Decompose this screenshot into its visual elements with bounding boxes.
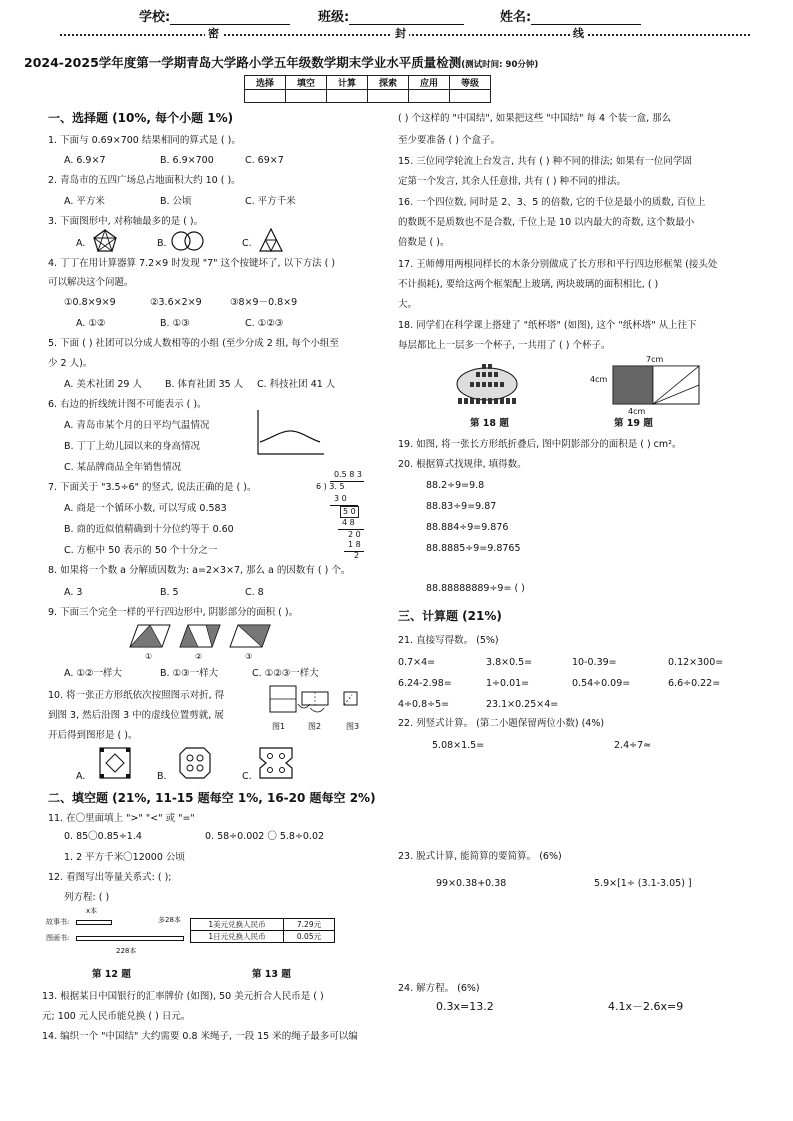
school-label: 学校:: [139, 10, 171, 25]
q8-option-c[interactable]: C. 8: [245, 587, 264, 598]
q24-item-1[interactable]: 0.3x=13.2: [436, 1000, 494, 1013]
q21-item-10[interactable]: 23.1×0.25×4=: [486, 699, 559, 710]
question-10-cont2: 开后得到图形是 ( )。: [48, 730, 138, 741]
question-4: 4. 丁丁在用计算器算 7.2×9 时发现 "7" 这个按键坏了, 以下方法 ( ): [48, 258, 336, 269]
two-circles-icon: [170, 230, 206, 252]
q8-option-a[interactable]: A. 3: [64, 587, 83, 598]
question-16-cont2: 倍数是 ( )。: [398, 237, 450, 248]
q12-total-label: 228本: [116, 947, 137, 955]
question-10-cont: 到图 3, 然后沿图 3 中的虚线位置剪就, 展: [48, 710, 224, 721]
q9-option-c[interactable]: C. ①②③一样大: [252, 668, 319, 679]
question-24: 24. 解方程。 (6%): [398, 983, 480, 994]
q23-item-2[interactable]: 5.9×[1÷ (3.1-3.05) ]: [594, 878, 692, 889]
q3-option-c[interactable]: C.: [242, 238, 252, 249]
question-23: 23. 脱式计算, 能简算的要简算。 (6%): [398, 851, 562, 862]
score-header-grade: 等级: [450, 76, 491, 90]
seal-word-mi: 密: [205, 25, 222, 41]
name-field: [500, 6, 641, 25]
q21-item-2[interactable]: 3.8×0.5=: [486, 657, 533, 668]
q4-option-b[interactable]: B. ①③: [160, 318, 190, 329]
q12-storybook-label: 故事书:: [46, 918, 70, 926]
question-22: 22. 列竖式计算。 (第二小题保留两位小数) (4%): [398, 718, 605, 729]
question-1: 1. 下面与 0.69×700 结果相同的算式是 ( )。: [48, 135, 241, 146]
question-11: 11. 在〇里面填上 ">" "<" 或 "=": [48, 813, 195, 824]
seal-word-feng: 封: [392, 25, 409, 41]
q20-pattern-2: 88.83÷9=9.87: [426, 501, 497, 512]
q3-option-b[interactable]: B.: [157, 238, 167, 249]
question-10: 10. 将一张正方形纸依次按照图示对折, 得: [48, 690, 225, 701]
q21-item-8[interactable]: 6.6÷0.22=: [668, 678, 721, 689]
division-step-20: 2 0: [348, 530, 361, 539]
question-12: 12. 看图写出等量关系式: ( );: [48, 872, 172, 883]
q9-figure-label-2: ②: [195, 652, 203, 661]
q9-figure-label-3: ③: [245, 652, 253, 661]
title-text: 2024-2025学年度第一学期青岛大学路小学五年级数学期末学业水平质量检测: [24, 55, 462, 70]
q5-option-c[interactable]: C. 科技社团 41 人: [257, 379, 336, 390]
q21-item-3[interactable]: 10-0.39=: [572, 657, 617, 668]
long-division-figure: [316, 470, 366, 562]
q7-option-c[interactable]: C. 方框中 50 表示的 50 个十分之一: [64, 545, 218, 556]
q6-option-a[interactable]: A. 青岛市某个月的日平均气温情况: [64, 420, 210, 431]
question-5: 5. 下面 ( ) 社团可以分成人数相等的小组 (至少分成 2 组, 每个小组至: [48, 338, 339, 349]
q20-pattern-1: 88.2÷9=9.8: [426, 480, 485, 491]
section-fill-heading: 二、填空题 (21%, 11-15 题每空 1%, 16-20 题每空 2%): [48, 791, 376, 805]
q7-option-b[interactable]: B. 商的近似值精确到十分位约等于 0.60: [64, 524, 234, 535]
score-header-calc: 计算: [327, 76, 368, 90]
q12-x-label: x本: [86, 907, 98, 915]
q19-dim-base: 4cm: [628, 407, 646, 416]
q12-bar-figure: [46, 906, 186, 958]
q21-item-6[interactable]: 1÷0.01=: [486, 678, 530, 689]
q11-item-1[interactable]: 0. 85〇0.85÷1.4: [64, 831, 142, 842]
division-remainder: 2: [354, 551, 360, 560]
question-14: 14. 编织一个 "中国结" 大约需要 0.8 米绳子, 一段 15 米的绳子最多可以编: [42, 1031, 358, 1042]
q12-storybook-bar: [76, 920, 112, 925]
q9-option-b[interactable]: B. ①③一样大: [160, 668, 219, 679]
q23-item-1[interactable]: 99×0.38+0.38: [436, 878, 507, 889]
q21-item-5[interactable]: 6.24-2.98=: [398, 678, 452, 689]
score-header-choice: 选择: [245, 76, 286, 90]
question-13: 13. 根据某日中国银行的汇率牌价 (如图), 50 美元折合人民币是 ( ): [42, 991, 324, 1002]
q2-option-a[interactable]: A. 平方米: [64, 196, 105, 207]
question-17: 17. 王师傅用两根同样长的木条分别做成了长方形和平行四边形框架 (接头处: [398, 259, 718, 270]
score-cell[interactable]: [409, 90, 450, 103]
folded-rectangle-drawing: [612, 365, 702, 407]
division-dividend: 6 ) 3. 5: [316, 482, 345, 491]
q10-option-a[interactable]: A.: [76, 771, 86, 782]
rate-usd-value: 7.29元: [284, 919, 335, 931]
nested-triangles-icon: [258, 227, 284, 253]
q12-picturebook-bar: [76, 936, 184, 941]
q21-item-4[interactable]: 0.12×300=: [668, 657, 724, 668]
pentagon-star-icon: [92, 228, 118, 254]
figure-caption-12: 第 12 题: [92, 969, 131, 980]
q21-item-9[interactable]: 4÷0.8÷5=: [398, 699, 450, 710]
section-choice-heading: 一、选择题 (10%, 每个小题 1%): [48, 111, 234, 125]
question-3: 3. 下面图形中, 对称轴最多的是 ( )。: [48, 216, 204, 227]
q4-method-1: ①0.8×9×9: [64, 297, 116, 308]
class-label: 班级:: [318, 10, 350, 25]
question-2: 2. 青岛市的五四广场总占地面积大约 10 ( )。: [48, 175, 241, 186]
q10-figure-label-2: 图2: [308, 722, 322, 731]
q5-option-a[interactable]: A. 美术社团 29 人: [64, 379, 142, 390]
exam-title: [24, 53, 538, 71]
school-input-line[interactable]: [170, 10, 290, 25]
question-16: 16. 一个四位数, 同时是 2、3、5 的倍数, 它的千位是最小的质数, 百位上: [398, 197, 706, 208]
cut-square-c-icon: [258, 746, 294, 780]
q6-option-b[interactable]: B. 丁丁上幼儿园以来的身高情况: [64, 441, 201, 452]
question-17-cont2: 大。: [398, 299, 418, 310]
question-6: 6. 右边的折线统计图不可能表示 ( )。: [48, 399, 207, 410]
q3-option-a[interactable]: A.: [76, 238, 86, 249]
figure-caption-13: 第 13 题: [252, 969, 291, 980]
q20-pattern-4: 88.8885÷9=9.8765: [426, 543, 521, 554]
rate-usd-label: 1美元兑换人民币: [191, 919, 284, 931]
question-18: 18. 同学们在科学课上搭建了 "纸杯塔" (如图), 这个 "纸杯塔" 从上往下: [398, 320, 697, 331]
q7-option-a[interactable]: A. 商是一个循环小数, 可以写成 0.583: [64, 503, 227, 514]
division-step-30: 3 0: [334, 494, 347, 503]
q4-option-a[interactable]: A. ①②: [76, 318, 106, 329]
q1-option-b[interactable]: B. 6.9×700: [160, 155, 214, 166]
name-input-line[interactable]: [531, 10, 641, 25]
question-21: 21. 直接写得数。 (5%): [398, 635, 499, 646]
q10-figure-label-3: 图3: [346, 722, 360, 731]
parallelograms-figure: [128, 623, 278, 653]
figure-caption-18: 第 18 题: [470, 418, 509, 429]
q1-option-c[interactable]: C. 69×7: [245, 155, 284, 166]
question-20: 20. 根据算式找规律, 填得数。: [398, 459, 527, 470]
division-boxed-50: 5 0: [340, 506, 359, 518]
question-8: 8. 如果将一个数 a 分解质因数为: a=2×3×7, 那么 a 的因数有 ( ) 个。: [48, 565, 351, 576]
section-calc-heading: 三、计算题 (21%): [398, 609, 502, 623]
q2-option-c[interactable]: C. 平方千米: [245, 196, 296, 207]
division-step-48: 4 8: [342, 518, 355, 527]
q24-item-2[interactable]: 4.1x－2.6x=9: [608, 1000, 684, 1013]
folded-rectangle-figure: [590, 355, 710, 417]
class-input-line[interactable]: [349, 10, 464, 25]
q21-item-1[interactable]: 0.7×4=: [398, 657, 436, 668]
paper-cup-tower-figure: [452, 360, 522, 412]
score-table: [244, 75, 491, 103]
question-7: 7. 下面关于 "3.5÷6" 的竖式, 说法正确的是 ( )。: [48, 482, 257, 493]
time-note: (测试时间: 90分钟): [461, 60, 539, 70]
score-cell[interactable]: [286, 90, 327, 103]
question-13-cont: 元; 100 元人民币能兑换 ( ) 日元。: [42, 1011, 191, 1022]
q6-option-c[interactable]: C. 某品牌商品全年销售情况: [64, 462, 182, 473]
question-15: 15. 三位同学轮流上台发言, 共有 ( ) 种不同的排法; 如果有一位同学固: [398, 156, 692, 167]
q1-option-a[interactable]: A. 6.9×7: [64, 155, 106, 166]
q8-option-b[interactable]: B. 5: [160, 587, 179, 598]
q4-method-3: ③8×9－0.8×9: [230, 297, 298, 308]
q9-figure-label-1: ①: [145, 652, 153, 661]
class-field: [318, 6, 464, 25]
cut-square-b-icon: [178, 746, 212, 780]
q11-item-2[interactable]: 0. 58÷0.002 〇 5.8÷0.02: [205, 831, 325, 842]
q22-item-2[interactable]: 2.4÷7≈: [614, 740, 652, 751]
cut-square-a-icon: [98, 746, 132, 780]
q12-more-label: 多28本: [158, 916, 181, 924]
question-14-cont2: 至少要准备 ( ) 个盒子。: [398, 135, 500, 146]
q10-figure-label-1: 图1: [272, 722, 286, 731]
question-15-cont: 定第一个发言, 其余人任意排, 共有 ( ) 种不同的排法。: [398, 176, 627, 187]
question-5-cont: 少 2 人)。: [48, 358, 93, 369]
school-field: [139, 6, 290, 25]
figure-caption-19: 第 19 题: [614, 418, 653, 429]
rate-jpy-value: 0.05元: [284, 931, 335, 943]
question-4-cont: 可以解决这个问题。: [48, 277, 134, 288]
q4-option-c[interactable]: C. ①②③: [245, 318, 284, 329]
q20-pattern-3: 88.884÷9=9.876: [426, 522, 509, 533]
q21-item-7[interactable]: 0.54÷0.09=: [572, 678, 631, 689]
q11-item-3[interactable]: 1. 2 平方千米〇12000 公顷: [64, 852, 185, 863]
score-header-explore: 探索: [368, 76, 409, 90]
q10-option-c[interactable]: C.: [242, 771, 252, 782]
q5-option-b[interactable]: B. 体育社团 35 人: [165, 379, 244, 390]
q19-dim-length: 7cm: [646, 355, 664, 364]
score-cell[interactable]: [450, 90, 491, 103]
question-19: 19. 如图, 将一张长方形纸折叠后, 图中阴影部分的面积是 ( ) cm²。: [398, 439, 682, 450]
q22-item-1[interactable]: 5.08×1.5=: [432, 740, 485, 751]
q10-option-b[interactable]: B.: [157, 771, 167, 782]
question-9: 9. 下面三个完全一样的平行四边形中, 阴影部分的面积 ( )。: [48, 607, 299, 618]
score-header-apply: 应用: [409, 76, 450, 90]
q9-option-a[interactable]: A. ①②一样大: [64, 668, 122, 679]
q20-answer-blank[interactable]: 88.88888889÷9= ( ): [426, 583, 525, 594]
q12-picturebook-label: 图画书:: [46, 934, 70, 942]
division-step-18: 1 8: [348, 540, 361, 549]
score-cell[interactable]: [368, 90, 409, 103]
name-label: 姓名:: [500, 10, 532, 25]
question-17-cont: 不计损耗), 要给这两个框架配上玻璃, 两块玻璃的面积相比, ( ): [398, 279, 659, 290]
seal-word-xian: 线: [570, 25, 587, 41]
line-chart-figure: [252, 408, 326, 458]
exchange-rate-table: [190, 918, 335, 943]
division-quotient: 0.5 8 3: [334, 470, 362, 479]
question-18-cont: 每层都比上一层多一个杯子, 一共用了 ( ) 个杯子。: [398, 340, 611, 351]
q2-option-b[interactable]: B. 公顷: [160, 196, 192, 207]
score-cell[interactable]: [245, 90, 286, 103]
rate-jpy-label: 1日元兑换人民币: [191, 931, 284, 943]
q19-dim-height: 4cm: [590, 375, 608, 384]
question-14-cont: ( ) 个这样的 "中国结", 如果把这些 "中国结" 每 4 个装一盒, 那么: [398, 113, 672, 124]
question-16-cont: 的数既不是质数也不是合数, 千位上是 10 以内最大的奇数, 这个数最小: [398, 217, 695, 228]
q4-method-2: ②3.6×2×9: [150, 297, 202, 308]
score-cell[interactable]: [327, 90, 368, 103]
score-header-fill: 填空: [286, 76, 327, 90]
question-12-equation: 列方程: ( ): [64, 892, 110, 903]
